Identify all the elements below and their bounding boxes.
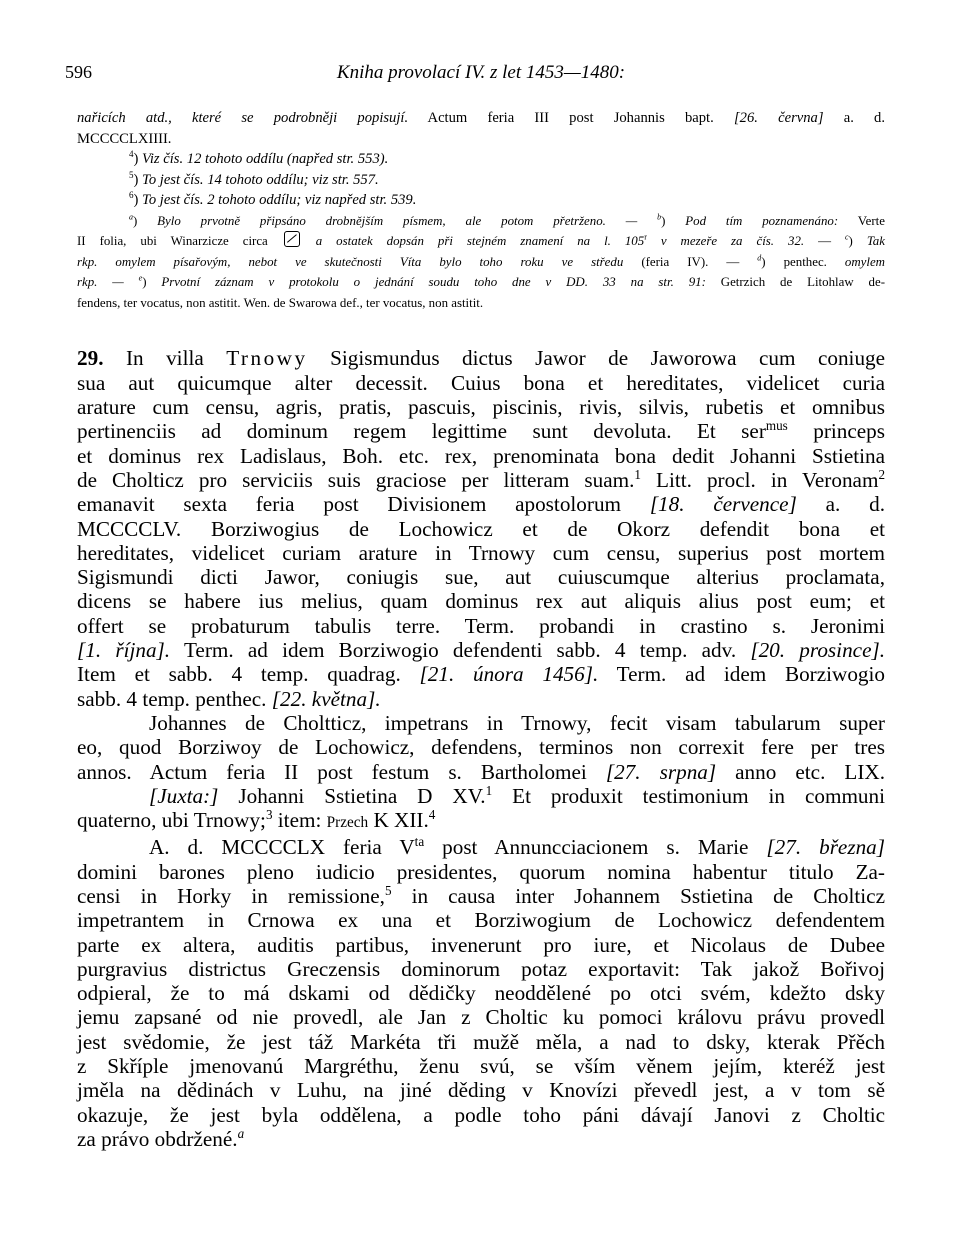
entry-line: sabb. 4 temp. penthec. [22. května]. [77,686,381,711]
entry-line: [Juxta:] Johanni Sstietina D XV.$^1$ Et produxit testimonium in communi [149,782,886,808]
entry-line: arature cum censu, agris, pratis, pascuis, piscinis, rivis, silvis, rubetis et omnibus [77,395,885,420]
scribal-sign-icon [284,231,300,247]
entry-line: Item et sabb. 4 temp. quadrag. [21. února 1456]. Term. ad idem Borziwogio [77,662,885,687]
entry-line: offert se probaturum tabulis terre. Term. probandi in crastino s. Jeronimi [77,613,885,638]
entry-line: jemu zapsané od nie provedl, ale Jan z Choltic ku pomoci královu právu provedl [77,1005,885,1030]
entry-line: parte ex altera, auditis partibus, invenerunt pro iure, et Nicolaus de Dubee [77,932,885,957]
entry-line: z Skříple jmenovanú Margréthu, ženu svú, se vším věnem jejím, kteréž jest [77,1054,885,1079]
entry-line: hereditates, videlicet curiam arature in Trnowy cum censu, superius post mortem [77,540,885,565]
entry-line: Sigismundi dicti Jawor, coniugis sue, aut cuiuscumque alterius proclamata, [77,565,885,590]
entry-line: pertinenciis ad dominum regem legittime sunt devoluta. Et ser$^{mus}$ princeps [77,418,886,444]
entry-29 [77,346,885,1151]
running-title: Kniha provolací IV. z let 1453—1480: [336,62,626,83]
entry-number: 29. [77,346,104,371]
entry-line: quaterno, ubi Trnowy;$^3$ item: Przech K XII.$^4$ [77,807,436,833]
entry-line: jměla na dědinách v Luhu, na jiné děding v Knovízi převedl jest, a v tom sě [77,1078,885,1103]
page-header [65,62,885,92]
entry-line: emanavit sexta feria post Divisionem apostolorum [18. července] a. d. [77,492,885,517]
textual-note-line: II folia, ubi Winarzicze circa a ostatek dopsán při stejném znamení na l. 105$^r$ v mezeře za čís. 32. — $^c$) Tak [77,232,885,249]
document-page [65,62,886,1151]
entry-line: impetrantem in Crnowa ex una et Borziwogium de Lochowicz defendentem [77,908,885,933]
entry-line: za právo obdržené.$^a$ [77,1125,245,1151]
textual-note-line: $^a$) Bylo prvotně připsáno drobnějším písmem, ale potom přetrženo. — $^b$) Pod tím poznamenáno: Verte [129,212,885,228]
entry-line: okazuje, že jest byla oddělena, a podle toho páni dávají Janovi z Choltic [77,1102,886,1127]
entry-line: censi in Horky in remissione,$^5$ in causa inter Johannem Sstietina de Cholticz [77,882,885,908]
entry-line: Johannes de Choltticz, impetrans in Trnowy, fecit visam tabularum super [149,710,885,735]
entry-line: jest svědomie, že jest táž Markéta tři mužě měla, a nad to dsky, kterak Přěch [77,1029,885,1054]
footnote-6: $^6$) To jest čís. 2 tohoto oddílu; viz napřed str. 539. [129,190,417,208]
textual-note-line: fendens, ter vocatus, non astitit. Wen. de Swarowa def., ter vocatus, non astitit. [77,295,484,310]
entry-line: A. d. MCCCCLX feria $V^{ta}$ post Annuncciacionem s. Marie [27. března] [149,834,886,860]
textual-note-line: rkp. omylem písařovým, nebot ve skutečnosti Víta bylo toho roku ve středu (feria IV). — $^d$) penthec. omylem [77,253,885,269]
footnotes-block [77,108,885,313]
entry-line: annos. Actum feria II post festum s. Bartholomei [27. srpna] anno etc. LIX. [77,759,885,784]
entry-line: dicens se habere ius melius, quam dominus rex aut aliquis alius post eum; et [77,589,885,614]
entry-line: eo, quod Borziwoy de Lochowicz, defendens, terminos non correxit fere per tres [77,735,885,760]
textual-note-line: rkp. — $^e$) Prvotní záznam v protokolu o jednání soudu toho dne v DD. 33 na str. 91: Getrzich de Litohlaw de- [77,273,885,290]
entry-line: purgravius districtus Greczensis dominorum potaz exportavit: Tak jakož Bořivoj [77,956,885,981]
entry-line: domini barones pleno iudicio presidentes, quorum nomina habentur titulo Za- [77,859,885,884]
note-continuation-line: nařicích atd., které se podrobněji popisují. Actum feria III post Johannis bapt. [26. června] a. d. [77,110,885,126]
footnote-5: $^5$) To jest čís. 14 tohoto oddílu; viz str. 557. [129,169,379,188]
textual-notes [77,211,885,314]
entry-line: odpieral, že to má dskami od dědičky neoddělené po otci svém, kdežto dsky [77,981,885,1006]
entry-line: 29. In villa Trnowy Sigismundus dictus Jawor de Jaworowa cum coniuge [77,346,886,371]
entry-line: MCCCCLV. Borziwogius de Lochowicz et de Okorz defendit bona et [77,516,886,541]
footnote-4: $^4$) Viz čís. 12 tohoto oddílu (napřed str. 553). [129,149,389,167]
note-continuation-line: MCCCCLXIIII. [77,130,172,147]
page-number: 596 [65,62,92,82]
entry-line: sua aut quicumque alter decessit. Cuius bona et hereditates, videlicet curia [77,370,885,395]
entry-line: [1. října]. Term. ad idem Borziwogio defendenti sabb. 4 temp. adv. [20. prosince]. [77,638,886,663]
entry-line: de Cholticz pro serviciis suis graciose per litteram suam.$^1$ Litt. procl. in Veronam$^2$ [77,466,886,492]
entry-line: et dominus rex Ladislaus, Boh. etc. rex, prenominata bona dedit Johanni Sstietina [77,443,885,468]
